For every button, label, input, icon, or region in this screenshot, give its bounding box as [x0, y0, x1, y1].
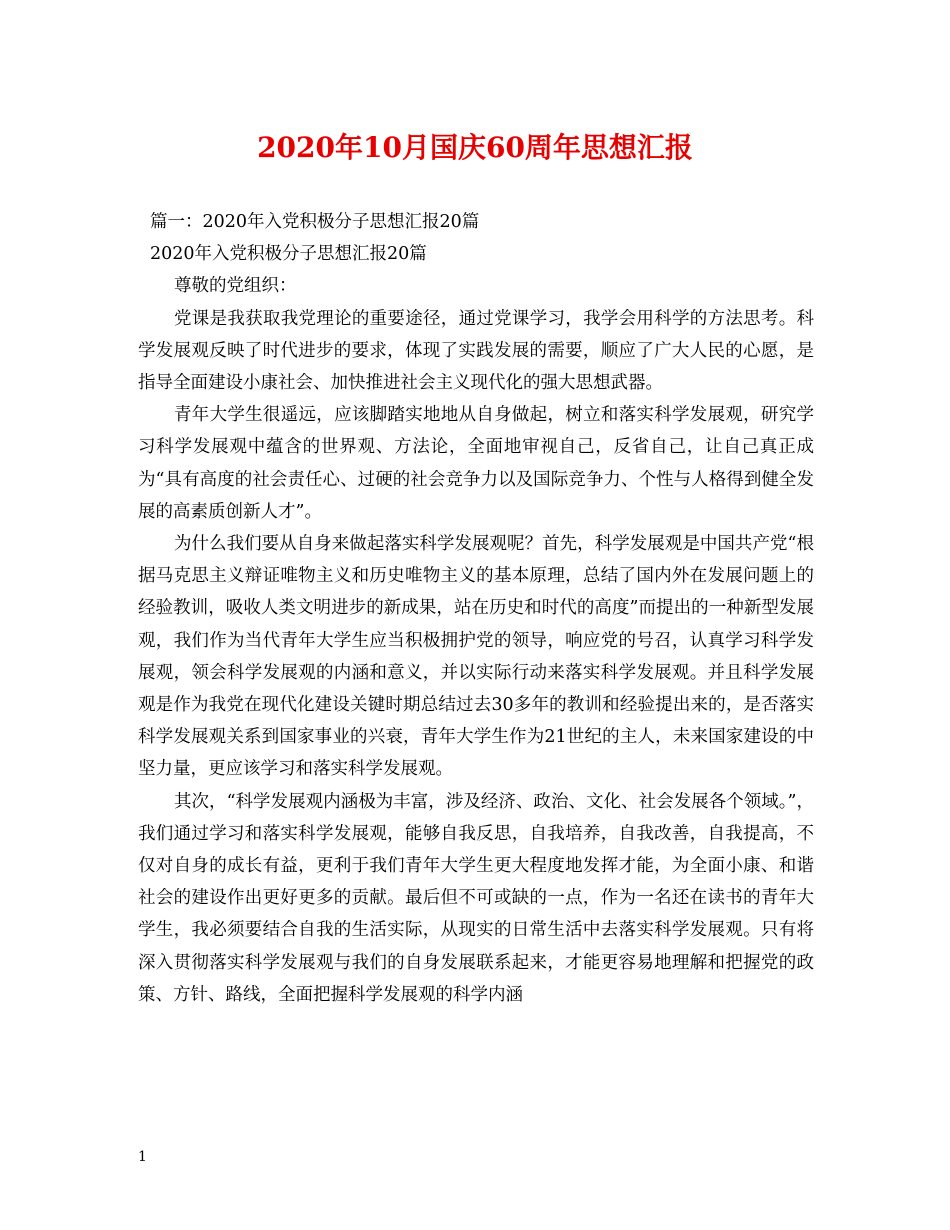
document-title: 2020年10月国庆60周年思想汇报 [257, 131, 693, 164]
document-body [138, 206, 814, 1011]
section-subtitle: 2020年入党积极分子思想汇报20篇 [150, 244, 427, 265]
page-number: 1 [138, 1149, 147, 1165]
paragraph: 党课是我获取我党理论的重要途径，通过党课学习，我学会用科学的方法思考。科学发展观反映了时代进步的要求，体现了实践发展的需要，顺应了广大人民的心愿，是指导全面建设小康社会、加快推进社会主义现代化的强大思想武器。 [138, 308, 814, 394]
paragraph: 其次，“科学发展观内涵极为丰富，涉及经济、政治、文化、社会发展各个领域。”，我们通过学习和落实科学发展观，能够自我反思，自我培养，自我改善，自我提高，不仅对自身的成长有益，更利于我们青年大学生更大程度地发挥才能，为全面小康、和谐社会的建设作出更好更多的贡献。最后但不可或缺的一点，作为一名还在读书的青年大学生，我必须要结合自我的生活实际，从现实的日常生活中去落实科学发展观。只有将深入贯彻落实科学发展观与我们的自身发展联系起来，才能更容易地理解和把握党的政策、方针、路线，全面把握科学发展观的科学内涵 [138, 791, 814, 1005]
paragraph: 为什么我们要从自身来做起落实科学发展观呢？首先，科学发展观是中国共产党“根据马克思主义辩证唯物主义和历史唯物主义的基本原理，总结了国内外在发展问题上的经验教训，吸收人类文明进步的新成果，站在历史和时代的高度”而提出的一种新型发展观，我们作为当代青年大学生应当积极拥护党的领导，响应党的号召，认真学习科学发展观，领会科学发展观的内涵和意义，并以实际行动来落实科学发展观。并且科学发展观是作为我党在现代化建设关键时期总结过去30多年的教训和经验提出来的，是否落实科学发展观关系到国家事业的兴衰，青年大学生作为21世纪的主人，未来国家建设的中坚力量，更应该学习和落实科学发展观。 [138, 534, 814, 780]
section-heading: 篇一：2020年入党积极分子思想汇报20篇 [150, 212, 480, 232]
paragraph: 青年大学生很遥远，应该脚踏实地地从自身做起，树立和落实科学发展观，研究学习科学发展观中蕴含的世界观、方法论，全面地审视自己，反省自己，让自己真正成为“具有高度的社会责任心、过硬的社会竞争力以及国际竞争力、个性与人格得到健全发展的高素质创新人才”。 [138, 405, 814, 522]
salutation: 尊敬的党组织： [174, 276, 297, 297]
